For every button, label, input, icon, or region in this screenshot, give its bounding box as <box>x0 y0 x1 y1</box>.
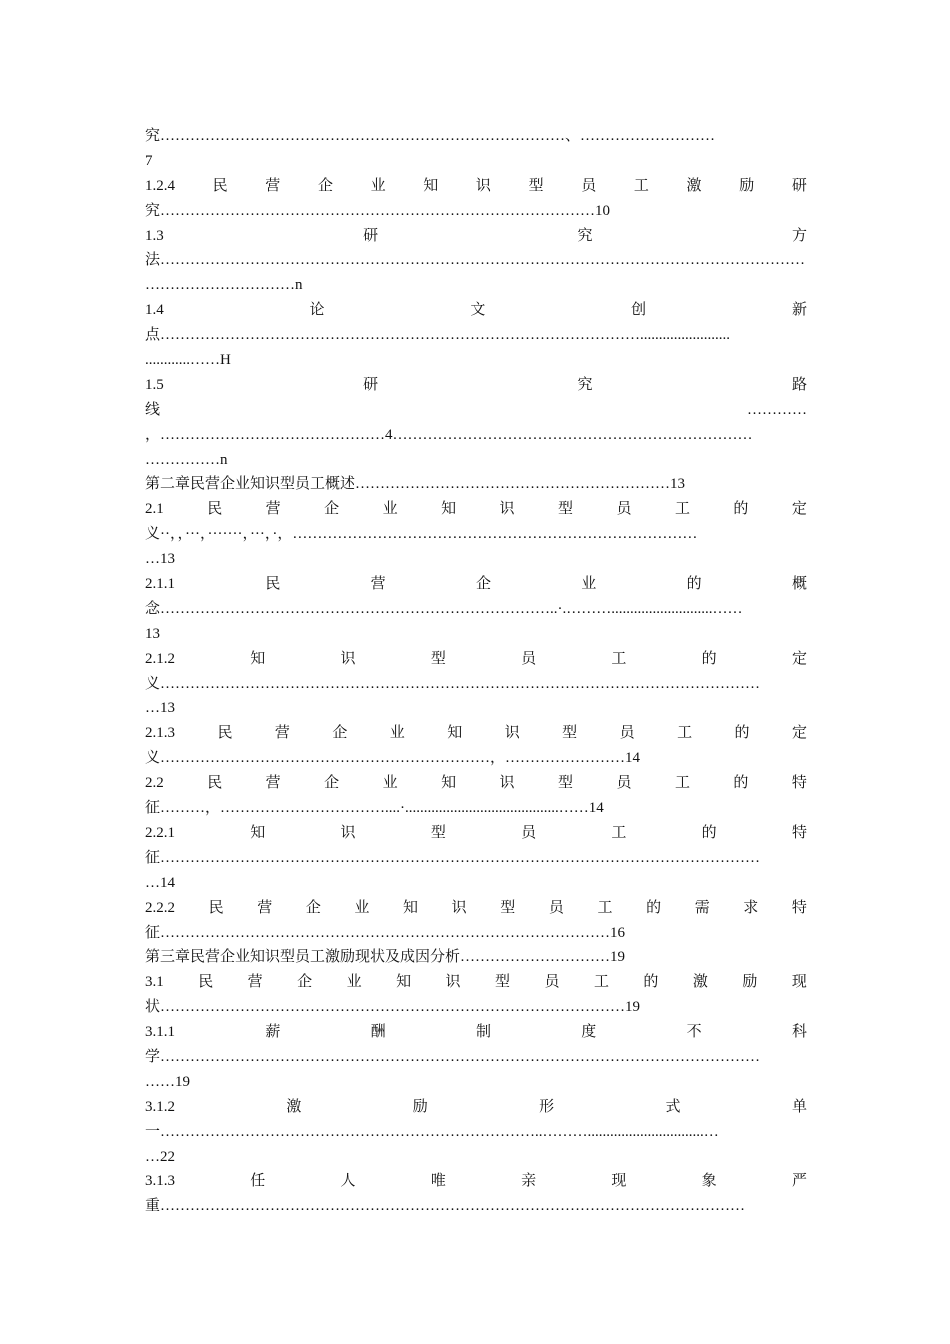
toc-entry-heading <box>145 1095 807 1120</box>
toc-entry-heading <box>145 224 807 249</box>
toc-entry-line: 点……………………………………………………………………………………........................ <box>145 327 731 344</box>
toc-heading-char: 3.1.2 <box>145 1098 175 1115</box>
toc-heading-char: 度 <box>581 1024 597 1041</box>
toc-heading-char: 知 <box>396 974 412 991</box>
toc-heading-char: 工 <box>674 775 690 792</box>
toc-entry-line: ……19 <box>145 1073 190 1090</box>
toc-entry-line: 义…………………………………………………………，……………………14 <box>145 750 641 767</box>
toc-heading-char: 知 <box>403 899 419 916</box>
toc-heading-char: 员 <box>616 775 632 792</box>
toc-leader-dots: ………… <box>747 401 807 418</box>
toc-heading-char: 薪 <box>265 1024 281 1041</box>
toc-entry-heading <box>145 970 807 995</box>
toc-heading-char: 激 <box>286 1098 302 1115</box>
toc-heading-char: 的 <box>701 650 717 667</box>
toc-heading-char: 识 <box>340 650 356 667</box>
toc-heading-char: 2.1.2 <box>145 650 175 667</box>
toc-heading-char: 营 <box>265 501 281 518</box>
toc-heading-char: 工 <box>597 899 613 916</box>
toc-entry-heading <box>145 771 807 796</box>
toc-heading-char: 创 <box>631 302 647 319</box>
toc-heading-char: 工 <box>611 650 627 667</box>
toc-heading-char: 究 <box>577 376 593 393</box>
toc-heading-char: 的 <box>701 824 717 841</box>
toc-entry-heading <box>145 373 807 398</box>
toc-heading-char: 业 <box>354 899 370 916</box>
toc-heading-char: 民 <box>265 576 281 593</box>
toc-heading-char: 3.1.3 <box>145 1173 175 1190</box>
toc-heading-char: 唯 <box>430 1173 446 1190</box>
toc-heading-char: 的 <box>733 501 749 518</box>
toc-heading-char: 方 <box>791 227 807 244</box>
toc-heading-char: 1.2.4 <box>145 177 175 194</box>
toc-heading-char: 识 <box>451 899 467 916</box>
toc-entry-line: 征………………………………………………………………………………16 <box>145 924 626 941</box>
toc-heading-char: 求 <box>743 899 759 916</box>
toc-heading-char: 知 <box>447 725 463 742</box>
toc-heading-char: 识 <box>499 775 515 792</box>
toc-heading-char: 员 <box>521 824 537 841</box>
toc-entry-line: 一…………………………………………………………………..………...............................… <box>145 1123 719 1140</box>
toc-heading-char: 业 <box>370 177 386 194</box>
toc-heading-char: 工 <box>677 725 693 742</box>
toc-heading-char: 营 <box>265 177 281 194</box>
toc-heading-char: 民 <box>217 725 233 742</box>
toc-heading-char: 2.1 <box>145 501 164 518</box>
toc-heading-char: 知 <box>250 824 266 841</box>
toc-heading-char: 知 <box>423 177 439 194</box>
toc-entry-line: 第三章民营企业知识型员工激励现状及成因分析…………………………19 <box>145 949 626 966</box>
toc-heading-char: 单 <box>791 1098 807 1115</box>
toc-heading-char: 营 <box>265 775 281 792</box>
toc-entry-line: …22 <box>145 1148 175 1165</box>
toc-entry-line: 第二章民营企业知识型员工概述………………………………………………………13 <box>145 476 686 493</box>
toc-heading-char: 科 <box>791 1024 807 1041</box>
toc-entry-line: 念……………………………………………………………………..·.………...........................…… <box>145 600 743 617</box>
toc-entry-line: 重……………………………………………………………………………………………………… <box>145 1198 746 1215</box>
toc-entry-line: ……………n <box>145 451 228 468</box>
toc-heading-char: 工 <box>611 824 627 841</box>
toc-heading-char: 不 <box>686 1024 702 1041</box>
toc-entry-heading <box>145 174 807 199</box>
toc-heading-char: 研 <box>363 227 379 244</box>
toc-heading-char: 民 <box>207 775 223 792</box>
toc-heading-char: 型 <box>430 824 446 841</box>
toc-heading-char: 1.4 <box>145 302 164 319</box>
toc-heading-char: 企 <box>317 177 333 194</box>
toc-heading-char: 业 <box>382 775 398 792</box>
toc-heading-char: 定 <box>791 725 807 742</box>
toc-entry-line: 学………………………………………………………………………………………………………… <box>145 1048 761 1065</box>
toc-entry-line: 7 <box>145 152 153 169</box>
toc-heading-char: 型 <box>528 177 544 194</box>
toc-heading-char: 定 <box>791 501 807 518</box>
toc-heading-char: 民 <box>198 974 214 991</box>
toc-heading-char: 员 <box>581 177 597 194</box>
toc-heading-char: 特 <box>791 775 807 792</box>
toc-heading-char: 3.1 <box>145 974 164 991</box>
toc-entry-heading <box>145 721 807 746</box>
toc-entry-heading <box>145 497 807 522</box>
toc-heading-char: 企 <box>297 974 313 991</box>
toc-entry-line: 13 <box>145 625 160 642</box>
toc-heading-char: 1.3 <box>145 227 164 244</box>
toc-heading-char: 员 <box>548 899 564 916</box>
toc-heading-char: 3.1.1 <box>145 1024 175 1041</box>
toc-heading-char: 特 <box>791 899 807 916</box>
toc-heading-char: 2.2 <box>145 775 164 792</box>
toc-entry-line: …14 <box>145 874 175 891</box>
toc-heading-char: 严 <box>791 1173 807 1190</box>
toc-heading-char: 酬 <box>370 1024 386 1041</box>
toc-heading-char: 工 <box>633 177 649 194</box>
toc-entry-line <box>145 398 807 423</box>
toc-heading-char: 的 <box>686 576 702 593</box>
toc-entry-heading <box>145 1020 807 1045</box>
toc-entry-heading <box>145 1169 807 1194</box>
toc-heading-char: 工 <box>593 974 609 991</box>
toc-heading-char: 研 <box>363 376 379 393</box>
toc-heading-char: 2.2.2 <box>145 899 175 916</box>
toc-entry-line: ............……H <box>145 352 231 369</box>
toc-heading-char: 知 <box>441 501 457 518</box>
toc-heading-char: 文 <box>470 302 486 319</box>
toc-heading-char: 营 <box>247 974 263 991</box>
toc-heading-char: 工 <box>674 501 690 518</box>
toc-heading-char: 需 <box>694 899 710 916</box>
toc-heading-char: 现 <box>791 974 807 991</box>
toc-heading-char: 企 <box>305 899 321 916</box>
toc-heading-char: 亲 <box>521 1173 537 1190</box>
toc-heading-char: 企 <box>324 501 340 518</box>
toc-entry-heading <box>145 647 807 672</box>
toc-entry-line: 征………………………………………………………………………………………………………… <box>145 849 761 866</box>
toc-entry-heading <box>145 572 807 597</box>
toc-entry-line: 法………………………………………………………………………………………………………………… <box>145 252 806 269</box>
toc-heading-char: 型 <box>430 650 446 667</box>
toc-entry-line: 征………，……………………………....·.........................................……14 <box>145 800 604 817</box>
toc-heading-char: 研 <box>791 177 807 194</box>
toc-entry-heading <box>145 896 807 921</box>
toc-heading-char: 员 <box>521 650 537 667</box>
toc-heading-char: 企 <box>332 725 348 742</box>
toc-heading-char: 的 <box>734 725 750 742</box>
toc-heading-char: 识 <box>340 824 356 841</box>
toc-heading-char: 知 <box>250 650 266 667</box>
toc-heading-char: 励 <box>412 1098 428 1115</box>
toc-heading-char: 民 <box>208 899 224 916</box>
toc-heading-char: 识 <box>445 974 461 991</box>
toc-heading-char: 营 <box>274 725 290 742</box>
toc-heading-char: 2.1.1 <box>145 576 175 593</box>
toc-heading-char: 激 <box>692 974 708 991</box>
toc-entry-heading <box>145 298 807 323</box>
toc-heading-char: 企 <box>475 576 491 593</box>
toc-heading-char: 业 <box>382 501 398 518</box>
toc-heading-char: 象 <box>701 1173 717 1190</box>
toc-heading-char: 营 <box>257 899 273 916</box>
toc-entry-line: …………………………n <box>145 277 303 294</box>
toc-heading-char: 业 <box>581 576 597 593</box>
toc-heading-char: 员 <box>544 974 560 991</box>
toc-heading-char: 2.1.3 <box>145 725 175 742</box>
toc-heading-char: 现 <box>611 1173 627 1190</box>
toc-entry-line: …13 <box>145 700 175 717</box>
toc-entry-line: 状…………………………………………………………………………………19 <box>145 999 641 1016</box>
toc-heading-char: 业 <box>389 725 405 742</box>
toc-heading-char: 式 <box>665 1098 681 1115</box>
toc-heading-char: 的 <box>643 974 659 991</box>
toc-heading-char: 制 <box>475 1024 491 1041</box>
toc-heading-char: 1.5 <box>145 376 164 393</box>
toc-heading-char: 激 <box>686 177 702 194</box>
toc-heading-char: 型 <box>562 725 578 742</box>
toc-heading-char: 营 <box>370 576 386 593</box>
toc-heading-char: 形 <box>539 1098 555 1115</box>
toc-heading-char: 的 <box>646 899 662 916</box>
toc-line-text: 线 <box>145 401 161 418</box>
toc-entry-line: 义··，，···，·······，···，·，……………………………………………………………………… <box>145 526 698 543</box>
toc-heading-char: 员 <box>616 501 632 518</box>
toc-heading-char: 励 <box>739 177 755 194</box>
toc-heading-char: 知 <box>441 775 457 792</box>
toc-heading-char: 2.2.1 <box>145 824 175 841</box>
toc-heading-char: 定 <box>791 650 807 667</box>
toc-page <box>145 124 807 1219</box>
toc-heading-char: 识 <box>504 725 520 742</box>
toc-heading-char: 民 <box>207 501 223 518</box>
toc-heading-char: 任 <box>250 1173 266 1190</box>
toc-entry-line: 义………………………………………………………………………………………………………… <box>145 675 761 692</box>
toc-heading-char: 路 <box>791 376 807 393</box>
toc-entry-line: …13 <box>145 551 175 568</box>
toc-heading-char: 人 <box>340 1173 356 1190</box>
toc-heading-char: 型 <box>495 974 511 991</box>
toc-heading-char: 概 <box>791 576 807 593</box>
toc-entry-line: 究……………………………………………………………………………10 <box>145 202 611 219</box>
toc-entry-line: 究………………………………………………………………………、……………………… <box>145 128 716 144</box>
toc-heading-char: 新 <box>791 302 807 319</box>
toc-entry-line: ，………………………………………4……………………………………………………………… <box>145 426 753 443</box>
toc-heading-char: 员 <box>619 725 635 742</box>
toc-heading-char: 识 <box>475 177 491 194</box>
toc-heading-char: 民 <box>212 177 228 194</box>
toc-heading-char: 特 <box>791 824 807 841</box>
toc-heading-char: 企 <box>324 775 340 792</box>
toc-entry-heading <box>145 821 807 846</box>
toc-heading-char: 型 <box>500 899 516 916</box>
toc-heading-char: 的 <box>733 775 749 792</box>
toc-heading-char: 识 <box>499 501 515 518</box>
toc-heading-char: 励 <box>742 974 758 991</box>
toc-heading-char: 型 <box>558 775 574 792</box>
toc-heading-char: 究 <box>577 227 593 244</box>
toc-heading-char: 论 <box>309 302 325 319</box>
toc-heading-char: 型 <box>558 501 574 518</box>
toc-heading-char: 业 <box>346 974 362 991</box>
